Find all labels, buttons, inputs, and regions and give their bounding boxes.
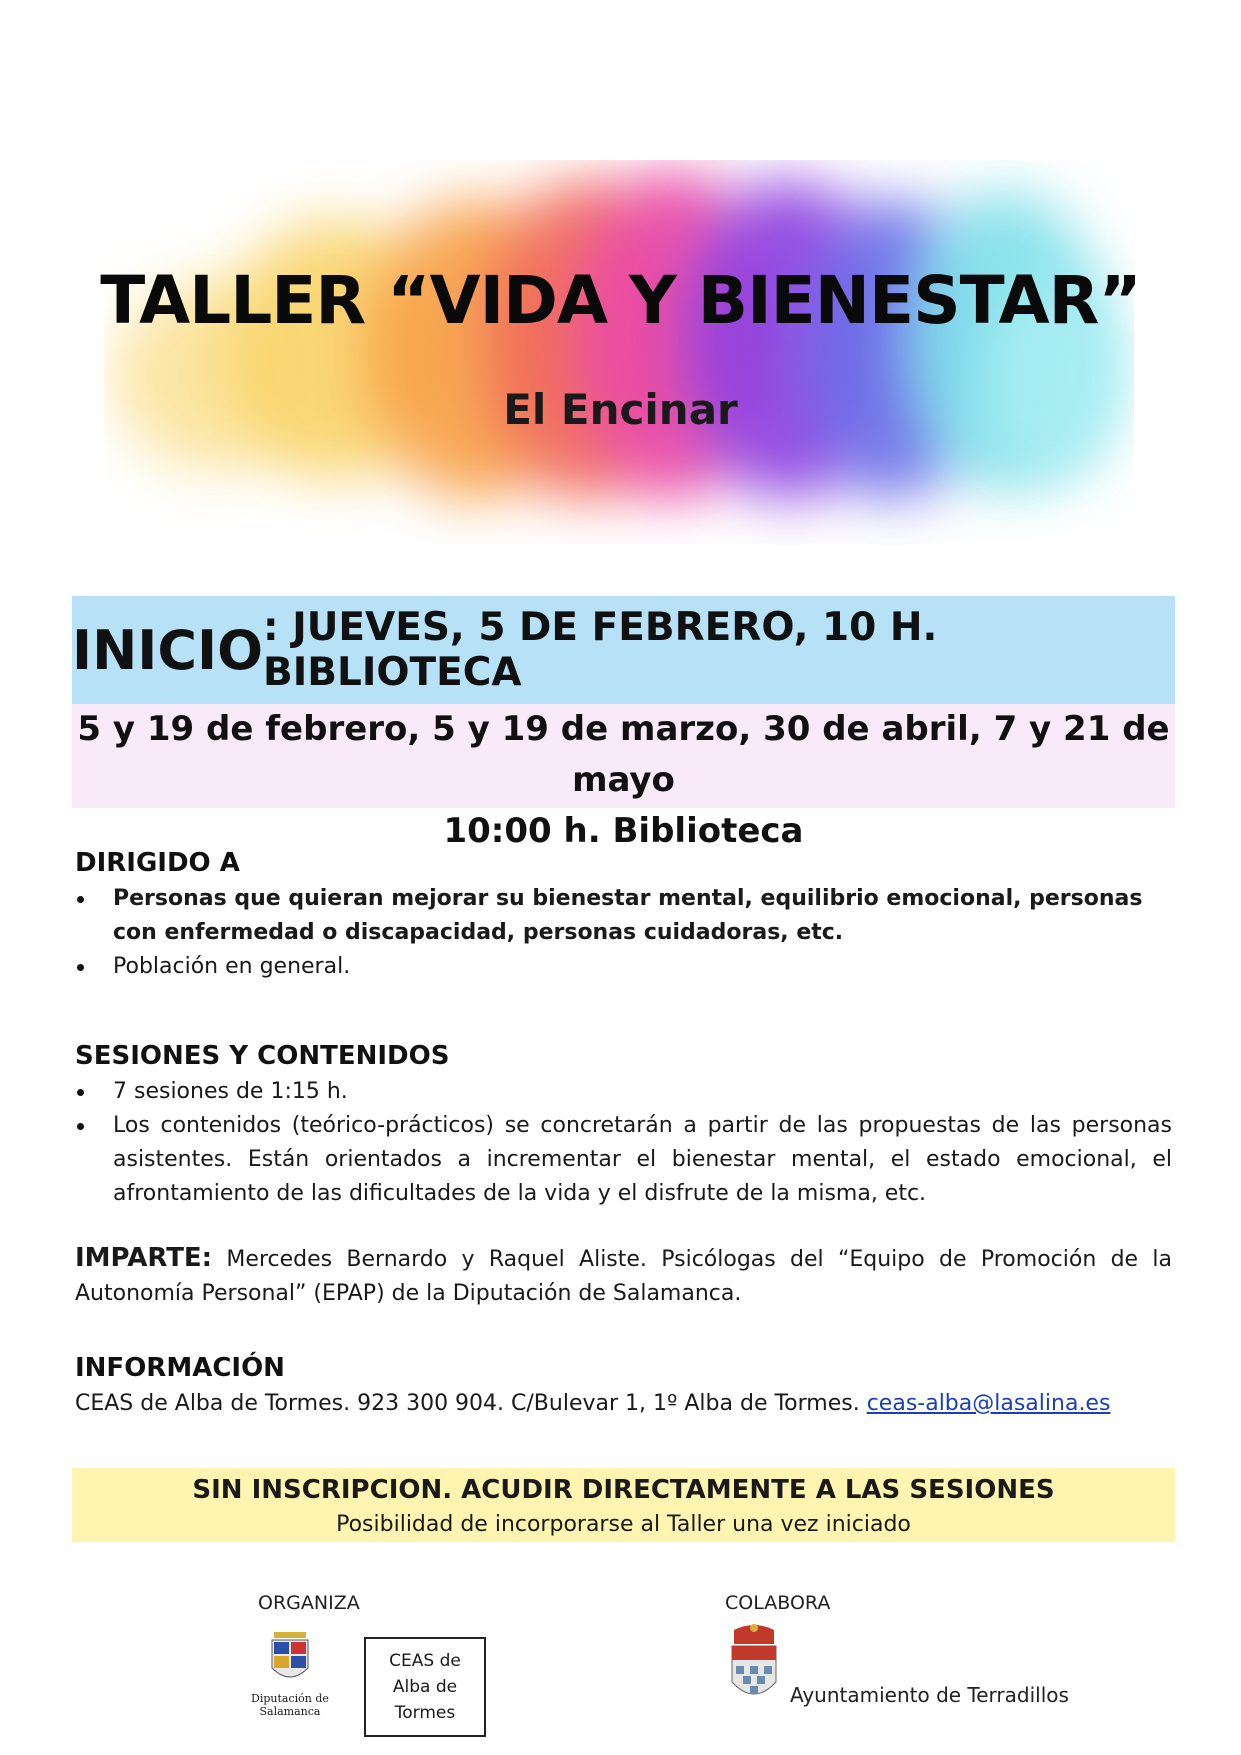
dirigido-heading: DIRIGIDO A — [75, 848, 240, 878]
informacion-section — [75, 1349, 1172, 1421]
inicio-banner — [72, 596, 1175, 704]
organiza-label: ORGANIZA — [258, 1592, 360, 1614]
diputacion-logo — [266, 1628, 314, 1690]
ceas-box-line: Alba de — [392, 1677, 458, 1697]
watercolor-banner — [104, 160, 1134, 545]
page-subtitle: El Encinar — [503, 385, 738, 434]
session-time-line: 10:00 h. Biblioteca — [443, 811, 804, 851]
imparte-label: IMPARTE: — [75, 1243, 213, 1273]
notice-heading: SIN INSCRIPCION. ACUDIR DIRECTAMENTE A LAS SESIONES — [192, 1475, 1055, 1505]
ceas-logo-box — [364, 1637, 486, 1737]
ayuntamiento-name: Ayuntamiento de Terradillos — [790, 1683, 1069, 1707]
notice-subtext: Posibilidad de incorporarse al Taller una vez iniciado — [336, 1512, 911, 1537]
sesiones-heading: SESIONES Y CONTENIDOS — [75, 1041, 450, 1071]
dirigido-section — [75, 844, 1172, 984]
imparte-section — [75, 1241, 1172, 1311]
informacion-text: CEAS de Alba de Tormes. 923 300 904. C/Bulevar 1, 1º Alba de Tormes. — [75, 1391, 867, 1416]
ceas-box-line: CEAS de — [389, 1651, 461, 1671]
informacion-heading: INFORMACIÓN — [75, 1353, 285, 1383]
list-item: Los contenidos (teórico-prácticos) se concretarán a partir de las propuestas de las personas asistentes. Están orientados a incrementar el bienestar mental, el estado emocional, el afrontamiento de las dificultades de la vida y el disfrute de la misma, etc. — [75, 1109, 1172, 1211]
list-item: 7 sesiones de 1:15 h. — [75, 1075, 1172, 1109]
ayuntamiento-shield-icon — [728, 1622, 780, 1706]
session-dates-line: 5 y 19 de febrero, 5 y 19 de marzo, 30 de abril, 7 y 21 de mayo — [77, 709, 1170, 800]
inicio-label: INICIO — [72, 618, 264, 682]
colabora-label: COLABORA — [725, 1592, 831, 1614]
sesiones-section — [75, 1037, 1172, 1211]
session-dates — [72, 704, 1175, 851]
email-link[interactable]: ceas-alba@lasalina.es — [866, 1391, 1111, 1416]
list-item: Población en general. — [75, 950, 1172, 984]
ceas-box-line: Tormes — [394, 1703, 456, 1723]
notice-banner — [72, 1468, 1175, 1542]
diputacion-logo-text: Diputación de Salamanca — [251, 1692, 329, 1718]
page-title: TALLER “VIDA Y BIENESTAR” — [100, 262, 1141, 339]
imparte-text: Mercedes Bernardo y Raquel Aliste. Psicólogas del “Equipo de Promoción de la Autonomía Personal” (EPAP) de la Diputación de Salamanca. — [75, 1247, 1172, 1306]
inicio-detail: : JUEVES, 5 DE FEBRERO, 10 H. BIBLIOTECA — [263, 605, 938, 695]
list-item: Personas que quieran mejorar su bienestar mental, equilibrio emocional, personas con enfermedad o discapacidad, personas cuidadoras, etc. — [75, 882, 1172, 950]
